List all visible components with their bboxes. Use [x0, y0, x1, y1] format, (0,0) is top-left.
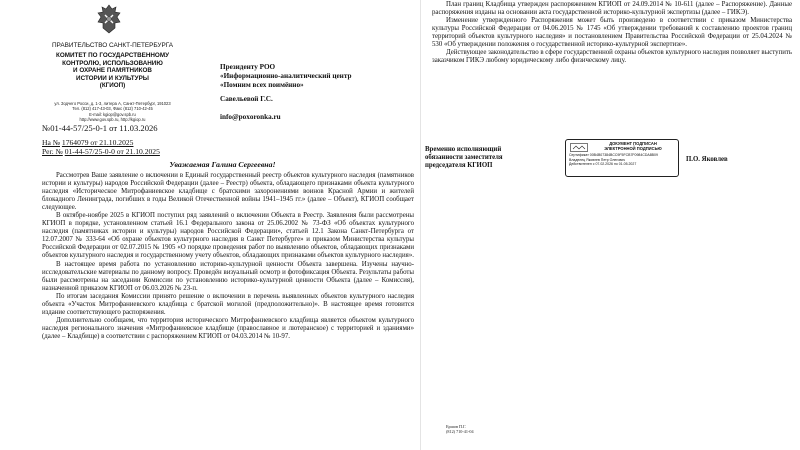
paragraph: План границ Кладбища утвержден распоряжением КГИОП от 24.09.2014 № 10-611 (далее – Распоряжение). Данные распоряжения изданы на основании акта государственной историко-культурной экспертизы (далее – ГИКЭ).	[432, 1, 792, 17]
recipient-name: Савельевой Г.С.	[220, 95, 273, 103]
paragraph: Дополнительно сообщаем, что территория исторического Митрофаниевского кладбища является объектом культурного наследия регионального значения «Митрофаниевское кладбище (православное и лютеранское) с территорией и зданиями» (далее – Кладбище) в соответствии с распоряжением КГИОП от 04.03.2014 № 10-97.	[42, 316, 414, 340]
letter-page-2	[425, 0, 800, 450]
stamp-certificate: Сертификат 00B4B07384BCC9F5FCB7F0984CDA8B09	[569, 153, 658, 158]
committee-name: КОМИТЕТ ПО ГОСУДАРСТВЕННОМУ КОНТРОЛЮ, ИСПОЛЬЗОВАНИЮ И ОХРАНЕ ПАМЯТНИКОВ ИСТОРИИ И КУЛЬТУРЫ (КГИОП)	[56, 52, 169, 90]
paragraph: В настоящее время работа по установлению историко-культурной ценности Объекта завершена. Изучены научно-исследовательские материалы по данному вопросу. Проведён визуальный осмотр и фотофиксация Объекта. Результаты работы были рассмотрены на заседании Комиссии по установлению историко-культурной ценности Объекта (далее – Комиссия), назначенной приказом КГИОП от 06.03.2026 № 23-п.	[42, 260, 414, 292]
letter-page-1	[30, 0, 415, 450]
recipient-email: info@poxoronka.ru	[220, 113, 281, 121]
signer-title: Временно исполняющий обязанности заместителя председателя КГИОП	[425, 146, 503, 169]
electronic-signature-stamp	[565, 139, 679, 177]
committee-contacts: ул. Зодчего Росси, д. 1-3, литера А, Санкт-Петербург, 191023 Тел. (812) 417-43-03, Факс (812) 710-42-45 E-mail: kgiop@gov.spb.ru http://www.gov.spb.ru, http://kgiop.ru	[54, 101, 171, 123]
signature-seal-icon	[570, 143, 588, 152]
government-name: ПРАВИТЕЛЬСТВО САНКТ-ПЕТЕРБУРГА	[51, 42, 174, 49]
stamp-validity: Действителен с 07.02.2026 по 01.05.2027	[569, 162, 637, 167]
registration-reference: Рег. № 01-44-57/25-0-0 от 21.10.2025	[42, 147, 160, 156]
stamp-owner: Владелец Яковлев Петр Олегович	[569, 157, 626, 162]
stamp-title: ДОКУМЕНТ ПОДПИСАН ЭЛЕКТРОННОЙ ПОДПИСЬЮ	[604, 141, 662, 151]
paragraph: Изменение утвержденного Распоряжения может быть произведено в соответствии с приказом Министерства культуры Российской Федерации от 04.06.2015 № 1745 «Об утверждении требований к составлению проектов границ территорий объектов культурного наследия» и постановлением Правительства Российской Федерации от 25.04.2024 № 530 «Об утверждении положения о государственной историко-культурной экспертизе».	[432, 17, 792, 49]
letter-body-page-1	[42, 172, 414, 341]
paragraph: Действующее законодательство в сфере государственной охраны объектов культурного наследия позволяет выступить заказчиком ГИКЭ любому юридическому либо физическому лицу.	[432, 49, 793, 65]
signer-name: П.О. Яковлев	[686, 156, 728, 163]
coat-of-arms-icon	[96, 4, 122, 34]
executor-info: Ершов П.Г. (812) 710-41-04	[446, 424, 474, 434]
paragraph: Рассмотрев Ваше заявление о включении в Единый государственный реестр объектов культурного наследия (памятников истории и культуры) народов Российской Федерации (далее – Реестр) объекта, обладающего признаками объекта культурного наследия «Историческое Митрофаниевское кладбище с братскими захоронениями воинов Красной Армии и жителей блокадного Ленинграда, погибших в годы Великой Отечественной войны 1941–1945 гг.» (далее – Объект), КГИОП сообщает следующее.	[42, 172, 414, 212]
paragraph: По итогам заседания Комиссии принято решение о включении в перечень выявленных объектов культурного наследия объекта «Участок Митрофаниевского кладбища с братской могилой (предположительно)». В настоящее время готовится издание соответствующего распоряжения.	[42, 292, 414, 316]
outgoing-number: №01-44-57/25-0-1 от 11.03.2026	[42, 123, 158, 133]
incoming-reference: На № 1764079 от 21.10.2025	[42, 138, 134, 147]
salutation: Уважаемая Галина Сергеевна!	[169, 160, 276, 169]
paragraph: В октябре-ноябре 2025 в КГИОП поступил ряд заявлений о включении Объекта в Реестр. Заявления были рассмотрены КГИОП в порядке, установленном статьей 16.1 Федерального закона от 25.06.2002 № 73-ФЗ «Об объектах культурного наследия (памятниках истории и культуры) народов Российской Федерации», статьей 12.1 Закона Санкт-Петербурга от 12.07.2007 № 333-64 «Об охране объектов культурного наследия в Санкт Петербурге» и приказом Министерства культуры Российской Федерации от 02.07.2015 № 1905 «О порядке проведения работ по выявлению объектов, обладающих признаками объектов культурного наследия и государственному учету объектов, обладающих признаками объектов культурного наследия».	[42, 212, 414, 260]
page-divider	[420, 0, 421, 450]
recipient-block: Президенту РОО «Информационно-аналитический центр «Помним всех поимённо»	[220, 63, 352, 89]
letter-body-page-2	[432, 1, 792, 65]
